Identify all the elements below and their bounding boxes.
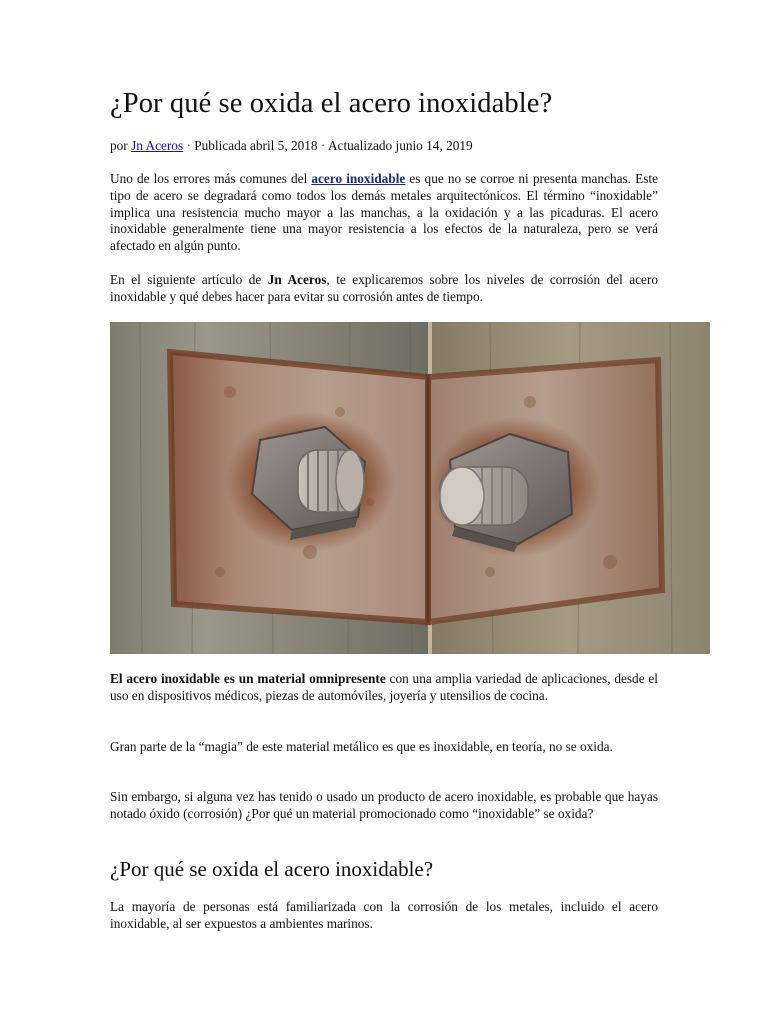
- third-paragraph: [110, 671, 658, 705]
- brand-name: Jn Aceros: [267, 272, 327, 287]
- intro-paragraph: [110, 171, 658, 255]
- second-text-start: En el siguiente artículo de: [110, 272, 268, 287]
- meta-by: por: [110, 138, 128, 153]
- sixth-paragraph: La mayoría de personas está familiarizada con la corrosión de los metales, incluido el acero inoxidable, al ser expuestos a ambientes marinos.: [110, 899, 658, 931]
- highlight-text: El acero inoxidable es un material omnipresente: [110, 671, 386, 686]
- second-text-rest: , te explicaremos sobre los niveles de corrosión del acero inoxidable y qué debes hacer para evitar su corrosión antes de tiempo.: [110, 272, 659, 304]
- fourth-paragraph: Gran parte de la “magia” de este material metálico es que es inoxidable, en teoría, no se oxida.: [110, 739, 613, 754]
- intro-text-start: Uno de los errores más comunes del: [110, 171, 312, 186]
- intro-text-rest: es que no se corroe ni presenta manchas. Este tipo de acero se degradará como todos los demás metales arquitectónicos. El término “inoxidable” implica una resistencia mucho mayor a las manchas, a la oxidación y a las picaduras. El acero inoxidable generalmente tiene una mayor resistencia a los efectos de la naturaleza, pero se verá afectado en algún punto.: [110, 171, 659, 254]
- meta-separator: ·: [320, 138, 326, 153]
- third-text-rest: con una amplia variedad de aplicaciones, desde el uso en dispositivos médicos, piezas de automóviles, joyería y utensilios de cocina.: [110, 671, 659, 703]
- updated-date: Actualizado junio 14, 2019: [327, 138, 473, 153]
- meta-separator: ·: [186, 138, 191, 153]
- author-link[interactable]: Jn Aceros: [131, 138, 184, 153]
- rusty-bracket-photo: [110, 322, 710, 654]
- fifth-paragraph: Sin embargo, si alguna vez has tenido o usado un producto de acero inoxidable, es probable que hayas notado óxido (corrosión) ¿Por qué un material promocionado como “inoxidable” se oxida?: [110, 789, 658, 821]
- published-date: Publicada abril 5, 2018: [194, 138, 318, 153]
- article-meta: [110, 137, 473, 155]
- article-title: ¿Por qué se oxida el acero inoxidable?: [110, 88, 553, 119]
- section-heading: ¿Por qué se oxida el acero inoxidable?: [110, 857, 434, 881]
- second-paragraph: [110, 272, 658, 306]
- acero-inoxidable-link[interactable]: acero inoxidable: [311, 171, 406, 186]
